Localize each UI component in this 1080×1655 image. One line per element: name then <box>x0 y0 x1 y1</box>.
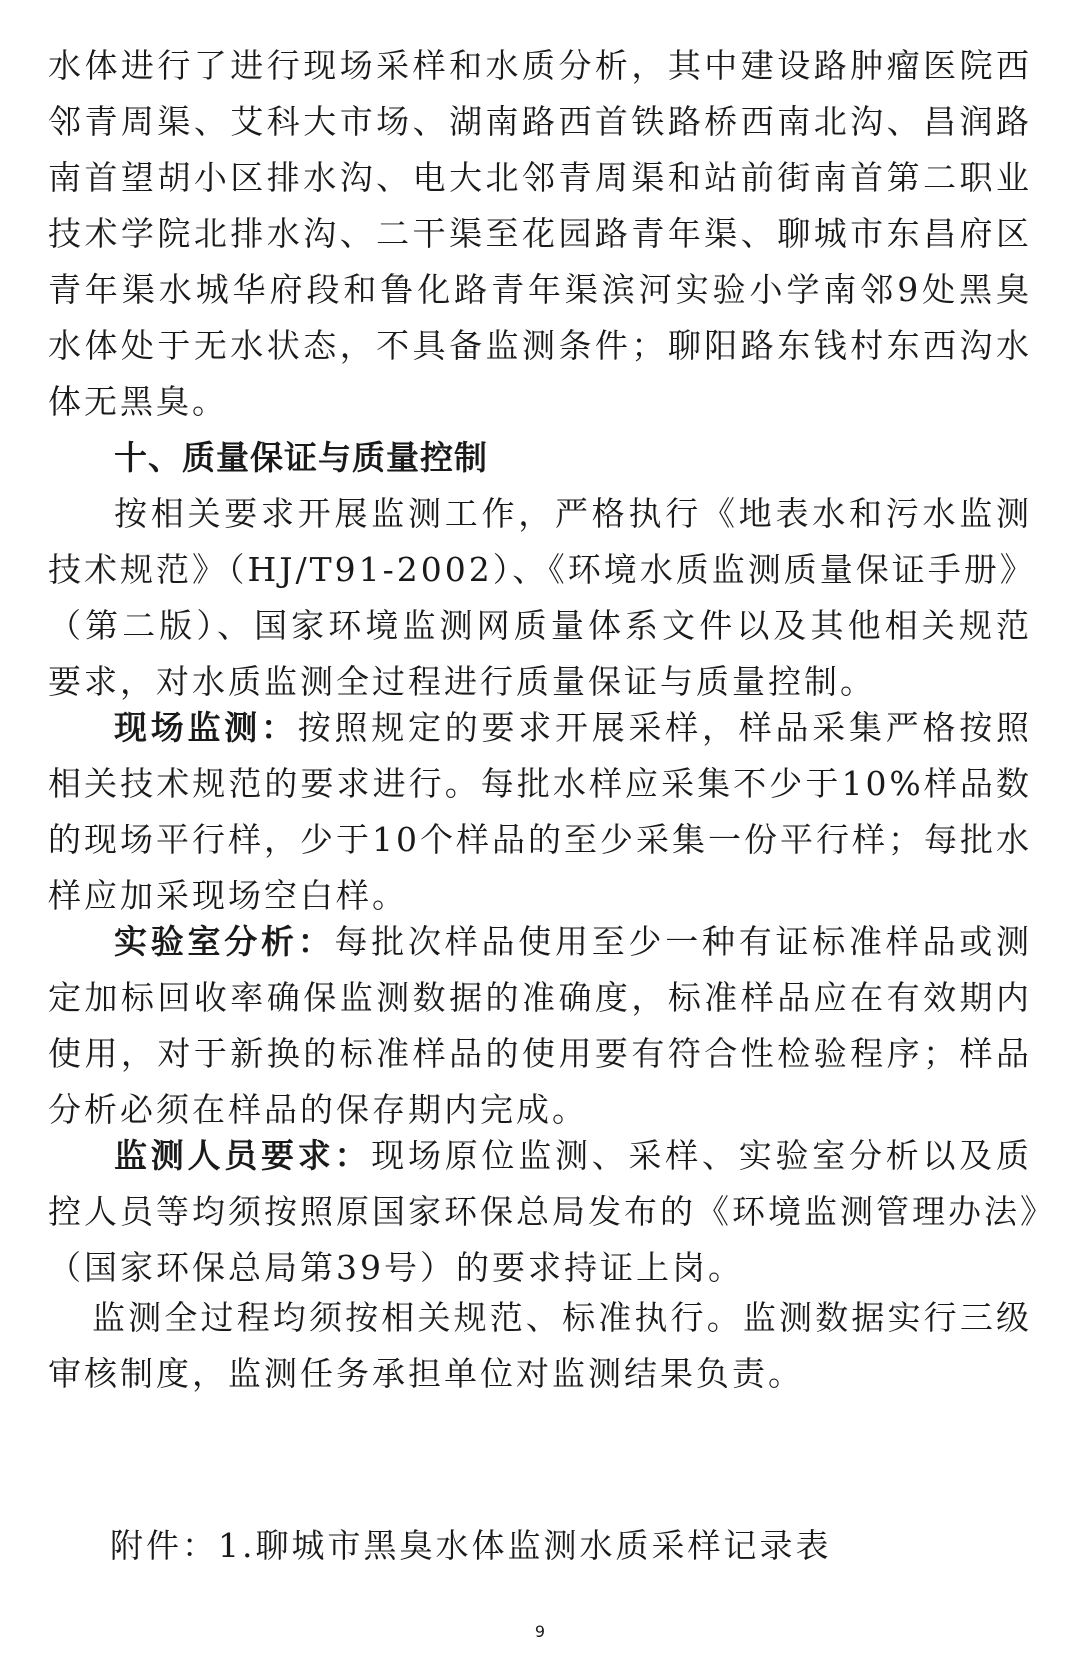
text-line: 样应加采现场空白样。 <box>48 876 408 915</box>
text-line: 青年渠水城华府段和鲁化路青年渠滨河实验小学南邻9处黑臭 <box>48 270 1032 309</box>
text-line: 技术规范》（HJ/T91-2002）、《环境水质监测质量保证手册》 <box>48 550 1036 589</box>
attachment-note: 附件：1.聊城市黑臭水体监测水质采样记录表 <box>110 1526 832 1565</box>
text-line: 定加标回收率确保监测数据的准确度，标准样品应在有效期内 <box>48 978 1032 1017</box>
text-line: 相关技术规范的要求进行。每批水样应采集不少于10%样品数 <box>48 764 1032 803</box>
text-line: 技术学院北排水沟、二干渠至花园路青年渠、聊城市东昌府区 <box>48 214 1032 253</box>
text-line: 体无黑臭。 <box>48 382 228 421</box>
page-number: 9 <box>534 1622 546 1641</box>
text-run: 每批次样品使用至少一种有证标准样品或测 <box>334 922 1032 961</box>
text-run: 按照规定的要求开展采样，样品采集严格按照 <box>297 708 1032 747</box>
text-line: （第二版）、国家环境监测网质量体系文件以及其他相关规范 <box>48 606 1032 645</box>
text-line <box>114 708 1032 748</box>
heading-text: 十、质量保证与质量控制 <box>114 438 488 477</box>
lab-analysis-label: 实验室分析： <box>114 922 335 961</box>
text-line: 分析必须在样品的保存期内完成。 <box>48 1090 588 1129</box>
text-line: 控人员等均须按照原国家环保总局发布的《环境监测管理办法》 <box>48 1192 1056 1231</box>
text-line: 要求，对水质监测全过程进行质量保证与质量控制。 <box>48 662 876 701</box>
personnel-label: 监测人员要求： <box>114 1136 372 1175</box>
text-line: 的现场平行样，少于10个样品的至少采集一份平行样；每批水 <box>48 820 1032 859</box>
field-monitoring-label: 现场监测： <box>114 708 298 747</box>
text-line: 使用，对于新换的标准样品的使用要有符合性检验程序；样品 <box>48 1034 1032 1073</box>
text-run: 现场原位监测、采样、实验室分析以及质 <box>371 1136 1032 1175</box>
text-line: 水体处于无水状态，不具备监测条件；聊阳路东钱村东西沟水 <box>48 326 1032 365</box>
text-line: （国家环保总局第39号）的要求持证上岗。 <box>48 1248 744 1287</box>
text-line: 邻青周渠、艾科大市场、湖南路西首铁路桥西南北沟、昌润路 <box>48 102 1032 141</box>
text-line: 南首望胡小区排水沟、电大北邻青周渠和站前街南首第二职业 <box>48 158 1032 197</box>
text-line <box>114 1136 1032 1176</box>
text-line <box>114 922 1032 962</box>
text-line: 监测全过程均须按相关规范、标准执行。监测数据实行三级 <box>92 1298 1032 1337</box>
text-line: 按相关要求开展监测工作，严格执行《地表水和污水监测 <box>114 494 1032 533</box>
text-line: 审核制度，监测任务承担单位对监测结果负责。 <box>48 1354 804 1393</box>
text-line: 水体进行了进行现场采样和水质分析，其中建设路肿瘤医院西 <box>48 46 1032 85</box>
